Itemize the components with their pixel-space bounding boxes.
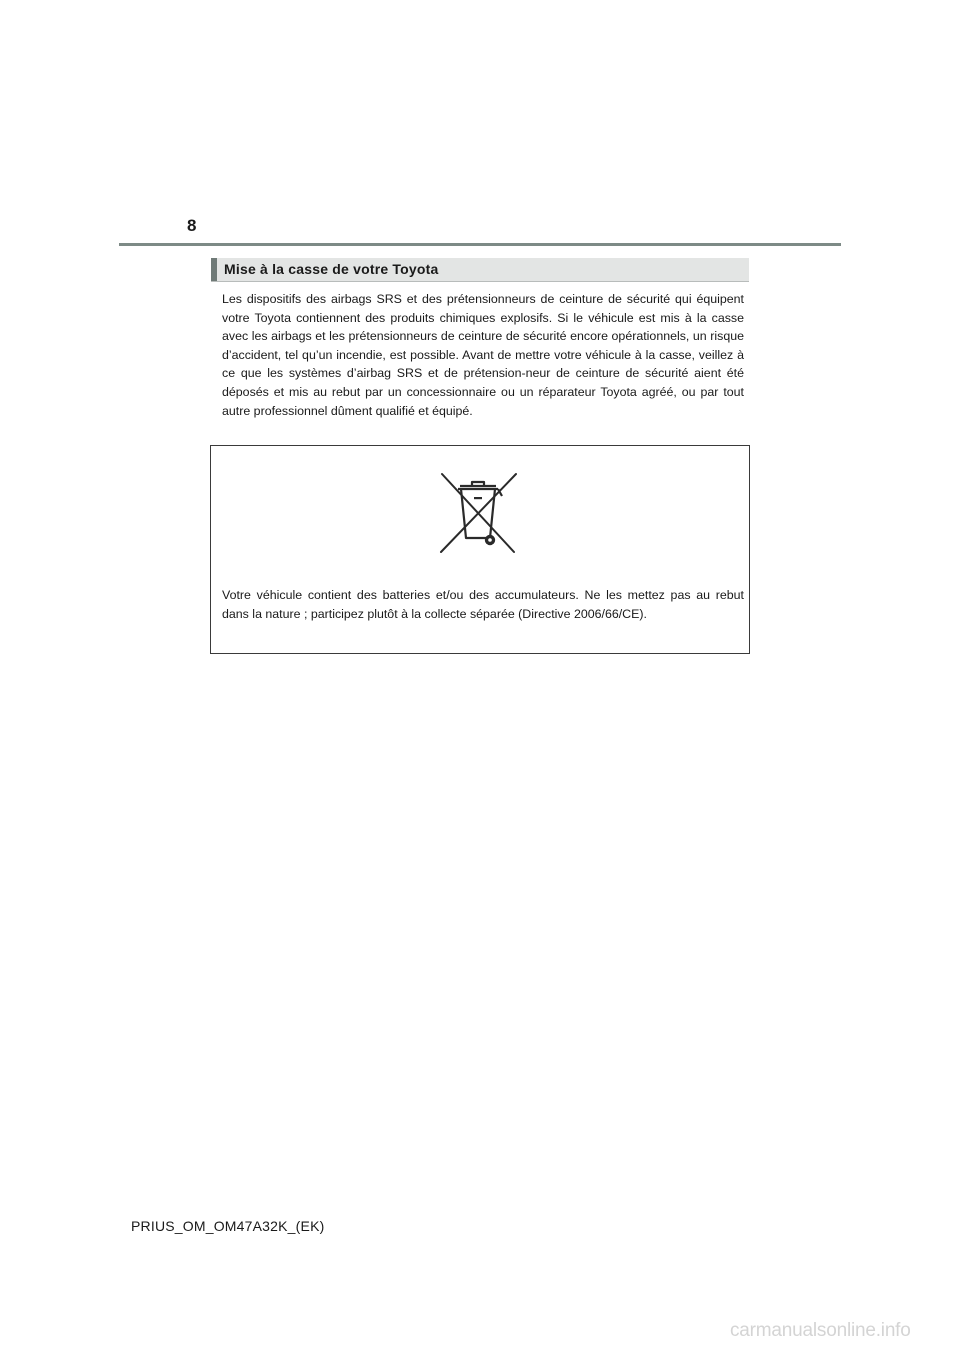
section-body: Les dispositifs des airbags SRS et des prétensionneurs de ceinture de sécurité qui équipent votre Toyota contiennent des produits chimiques explosifs. Si le véhicule est mis à la casse avec les airbags et les prétensionneurs de ceinture de sécurité encore opérationnels, un risque d’accident, tel qu’un incendie, est possible. Avant de mettre votre véhicule à la casse, veillez à ce que les systèmes d’airbag SRS et de prétension-neur de ceinture de sécurité aient été déposés et mis au rebut par un concessionnaire ou un réparateur Toyota agréé, ou par tout autre professionnel dûment qualifié et équipé. (222, 292, 744, 418)
footer-document-code: PRIUS_OM_OM47A32K_(EK) (131, 1218, 325, 1234)
header-rule (119, 243, 841, 246)
section-title: Mise à la casse de votre Toyota (224, 261, 439, 277)
section-heading-bar (211, 258, 217, 281)
bin-details (474, 497, 482, 499)
bin-wheel (485, 535, 495, 545)
crossed-out-wheelie-bin-icon (436, 472, 520, 556)
page-number: 8 (187, 216, 197, 235)
section-heading (211, 258, 749, 282)
bin-lid (458, 482, 498, 489)
watermark: carmanualsonline.info (730, 1320, 911, 1341)
notice-text: Votre véhicule contient des batteries et/ou des accumulateurs. Ne les mettez pas au rebut dans la nature ; participez plutôt à la collecte séparée (Directive 2006/66/CE). (222, 588, 744, 621)
